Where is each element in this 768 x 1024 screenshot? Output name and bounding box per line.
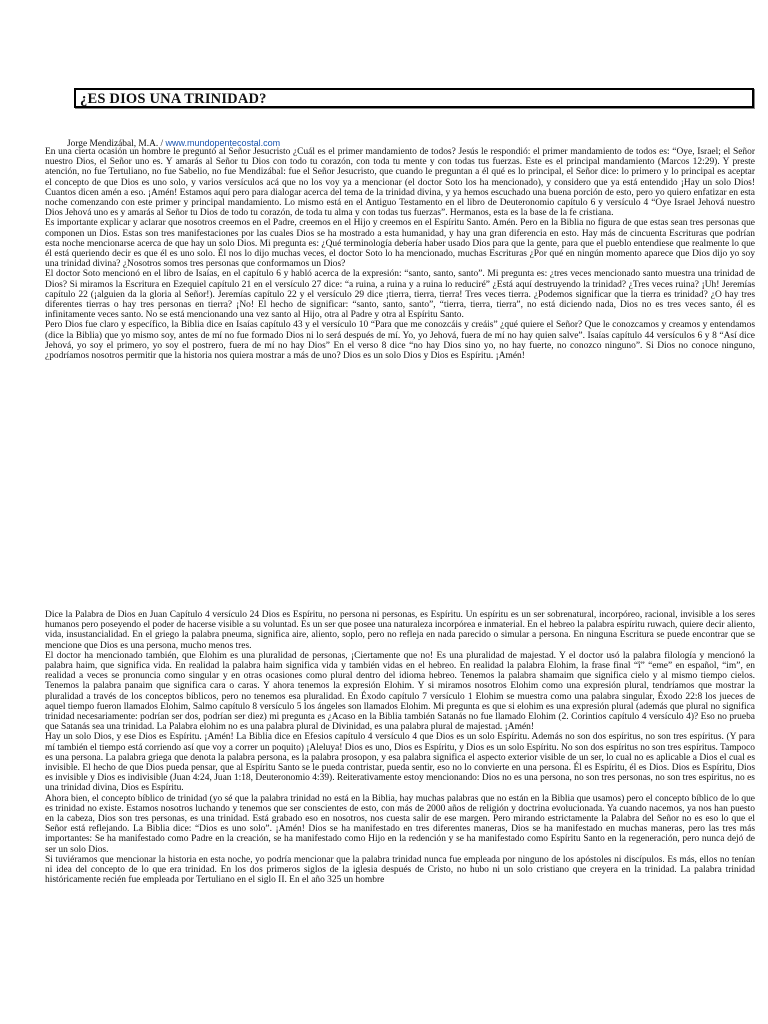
author-name: Jorge Mendizábal, M.A. / bbox=[67, 139, 166, 149]
paragraph: El doctor Soto mencionó en el libro de Isaías, en el capítulo 6 y habló acerca de la expresión: “santo, santo, santo”. Mi pregunta es: ¿tres veces mencionado santo muestra una trinidad de Dios? Si miramos la Escritura en Ezequiel capítulo 21 en el versículo 27 dice: “a ruina, a ruina y a ruina lo reduciré” ¿Está aquí destruyendo la trinidad? ¿Tres veces ruina? ¡Uh! Jeremías capítulo 22 (¡alguien da la gloria al Señor!). Jeremías capítulo 22 y el versículo 29 dice ¡tierra, tierra, tierra! Tres veces tierra. ¿Podemos significar que la tierra es trinidad? ¿O hay tres diferentes tierras o hay tres personas en tierra? ¡No! El hecho de significar: “santo, santo, santo”, “tierra, tierra, tierra”, no está diciendo nada, Dios no es tres veces santo, él es infinitamente veces santo. No se está mencionando una vez santo al Hijo, otra al Padre y otra al Espíritu Santo. bbox=[45, 269, 755, 321]
page-title: ¿ES DIOS UNA TRINIDAD? bbox=[80, 91, 267, 107]
paragraph: Hay un solo Dios, y ese Dios es Espíritu. ¡Amén! La Biblia dice en Efesios capítulo 4 versículo 4 que Dios es un solo Espíritu. Además no son dos espíritus, no son tres espíritus. (Y para mí también el tiempo está corriendo así que voy a correr un poquito) ¡Aleluya! Dios es uno, Dios es Espíritu, y Dios es un solo Espíritu. No son dos espíritus no son tres espíritus. Tampoco es una persona. La palabra griega que denota la palabra persona, es la palabra prosopon, y esa palabra significa el aspecto exterior visible de un ser, lo cual no es aplicable a Dios el cual es invisible. El hecho de que Dios pueda pensar, que al Espíritu Santo se le pueda contristar, pueda sentir, eso no lo convierte en una persona. Él es Espíritu, él es Dios. Dios es Espíritu, Dios es invisible y Dios es indivisible (Juan 4:24, Juan 1:18, Deuteronomio 4:39). Reiterativamente estoy mencionando: Dios no es una persona, no son tres personas, no son tres espíritus, no es una trinidad divina, Dios es Espíritu. bbox=[45, 732, 756, 794]
paragraph: Es importante explicar y aclarar que nosotros creemos en el Padre, creemos en el Hijo y creemos en el Espíritu Santo. Amén. Pero en la Biblia no figura de que estas sean tres personas que componen un Dios. Estas son tres manifestaciones por las cuales Dios se ha mostrado a esta humanidad, y hay una gran diferencia en esto. Hay más de cincuenta Escrituras que podrían esta noche mencionarse acerca de que hay un solo Dios. Mi pregunta es: ¿Qué terminología debería haber usado Dios para que la gente, para que el pueblo entendiese que realmente lo que él está queriendo decir es que él es uno solo. Él nos lo dijo muchas veces, el doctor Soto lo ha mencionado, muchas Escrituras ¿Por qué en ningún momento aparece que Dios dijo yo soy una trinidad divina? ¿Nosotros somos tres personas que conformamos un Dios? bbox=[45, 218, 755, 270]
paragraph: El doctor ha mencionado también, que Elohim es una pluralidad de personas, ¡Ciertamente que no! Es una pluralidad de majestad. Y el doctor usó la palabra filología y mencionó la palabra haim, que significa vida. En realidad la palabra haim significa vida y también vidas en el hebreo. En realidad la palabra Elohim, la frase final “î” “eme” en español, “im”, en realidad a veces se pronuncia como singular y en otras ocasiones como plural dentro del idioma hebreo. Tenemos la palabra shamaim que significa cielo y al mismo tiempo cielos. Tenemos la palabra panaim que significa cara o caras. Y ahora tenemos la expresión Elohim. Y si miramos nosotros Elohim como una expresión plural, tendríamos que mostrar la pluralidad a través de los conceptos bíblicos, pero no tenemos esa pluralidad. En Éxodo capítulo 7 versículo 1 Elohim se muestra como una palabra singular, Éxodo 22:8 los jueces de aquel tiempo fueron llamados Elohim, Salmo capítulo 8 versículo 5 los ángeles son llamados Elohim. Mi pregunta es que si elohim es una expresión plural (además que plural no significa trinidad necesariamente: podrían ser dos, podrían ser diez) mi pregunta es ¿Acaso en la Biblia también Satanás no fue llamado Elohim (2. Corintios capítulo 4 versículo 4)? Eso no prueba que Satanás sea una trinidad. La Palabra elohim no es una palabra plural de Divinidad, es una palabra plural de majestad. ¡Amén! bbox=[45, 650, 755, 733]
text-block-1 bbox=[45, 147, 755, 361]
paragraph: Pero Dios fue claro y específico, la Biblia dice en Isaías capítulo 43 y el versículo 10 “Para que me conozcáis y creáis” ¿qué quiere el Señor? Que le conozcamos y creamos y entendamos (dice la Biblia) que yo mismo soy, antes de mí no fue formado Dios ni lo será después de mí. Yo, yo Jehová, fuera de mí no hay quien salve”. Isaías capítulo 44 versículos 6 y 8 “Así dice Jehová, yo soy el primero, yo soy el postrero, fuera de mí no hay Dios” En el verso 8 dice “no hay Dios sino yo, no hay fuerte, no conozco ninguno”. Si Dios no conoce ninguno, ¿podríamos nosotros permitir que la historia nos quiera mostrar a más de uno? Dios es un solo Dios y Dios es Espíritu. ¡Amén! bbox=[45, 320, 755, 362]
paragraph: Si tuviéramos que mencionar la historia en esta noche, yo podría mencionar que la palabra trinidad nunca fue empleada por ninguno de los apóstoles ni discípulos. Es más, ellos no tenían ni idea del concepto de lo que era trinidad. En los dos primeros siglos de la iglesia después de Cristo, no hubo ni un solo cristiano que creyera en la trinidad. La palabra trinidad históricamente recién fue empleada por Tertuliano en el siglo II. En el año 325 un hombre bbox=[45, 854, 755, 886]
paragraph: Dice la Palabra de Dios en Juan Capítulo 4 versículo 24 Dios es Espíritu, no persona ni personas, es Espíritu. Un espíritu es un ser sobrenatural, incorpóreo, racional, invisible a los seres humanos pero poseyendo el poder de hacerse visible a su voluntad. Es un ser que posee una naturaleza incorpórea e inmaterial. En el hebreo la palabra espíritu ruwach, quiere decir aliento, vida, insustancialidad. En el griego la palabra pneuma, significa aire, aliento, soplo, pero no refleja en nada parecido o simular a persona. En ninguna Escritura se puede encontrar que se mencione que Dios es una persona, mucho menos tres. bbox=[45, 610, 755, 651]
text-block-2 bbox=[45, 610, 755, 885]
paragraph: En una cierta ocasión un hombre le preguntó al Señor Jesucristo ¿Cuál es el primer mandamiento de todos? Jesús le respondió: el primer mandamiento de todos es: “Oye, Israel; el Señor nuestro Dios, el Señor uno es. Y amarás al Señor tu Dios con todo tu corazón, con toda tu mente y con todas tus fuerzas. Este es el principal mandamiento (Marcos 12:29). Y preste atención, no fue Tertuliano, no fue Sabelio, no fue Mendizábal: fue el Señor Jesucristo, que cuando le preguntan a él qué es lo principal, el Señor dice: lo primero y lo principal es aceptar el concepto de que Dios es uno solo, y varios versículos acá que no los voy ya a mencionar (el doctor Soto los ha mencionado), y considero que ya está entendido ¡Hay un solo Dios! Cuantos dicen amén a eso. ¡Amén! Estamos aquí pero para dialogar acerca del tema de la trinidad divina, y ya hemos escuchado una buena porción de esto, pero yo quiero enfatizar en esta noche comenzando con este primer y principal mandamiento. Lo mismo está en el Antiguo Testamento en el libro de Deuteronomio capítulo 6 y versículo 4 “Oye Israel Jehová nuestro Dios Jehová uno es y amarás al Señor tu Dios de todo tu corazón, de toda tu alma y con todas tus fuerzas”. Hermanos, esta es la base de la fe cristiana. bbox=[45, 147, 755, 219]
title-box bbox=[74, 88, 754, 108]
website-link[interactable]: www.mundopentecostal.com bbox=[165, 138, 281, 148]
paragraph: Ahora bien, el concepto bíblico de trinidad (yo sé que la palabra trinidad no está en la Biblia, hay muchas palabras que no están en la Biblia que usamos) pero el concepto bíblico de lo que es trinidad no existe. Estamos nosotros luchando y tenemos que ser conscientes de esto, con más de 2000 años de religión y doctrina evolucionada. Ya cuando nacemos, ya nos han puesto en la cabeza, Dios son tres personas, es una trinidad. Está grabado eso en nosotros, nos cuesta salir de ese margen. Pero mirando estrictamente la Palabra del Señor no es eso lo que el Señor está reflejando. La Biblia dice: “Dios es uno solo”. ¡Amén! Dios se ha manifestado en tres diferentes maneras, Dios se ha manifestado en muchas maneras, pero las tres más importantes: Se ha manifestado como Padre en la creación, se ha manifestado como Hijo en la redención y se ha manifestado como Espíritu Santo en la regeneración, pero nunca dejó de ser un solo Dios. bbox=[45, 793, 755, 855]
